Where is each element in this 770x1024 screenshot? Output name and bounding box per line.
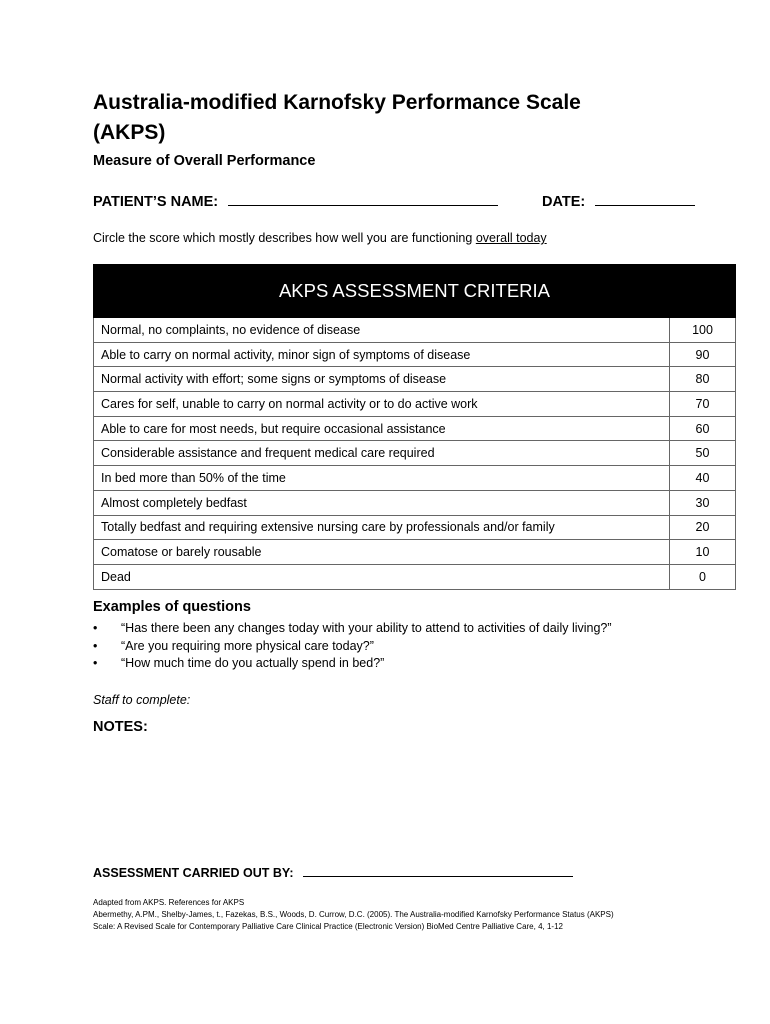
criteria-row[interactable] xyxy=(94,416,736,441)
bullet-icon: • xyxy=(93,621,98,635)
criteria-row[interactable] xyxy=(94,318,736,343)
reference-line: Abermethy, A.PM., Shelby-James, t., Fazekas, B.S., Woods, D. Currow, D.C. (2005). The Australia-modified Karnofsky Performance Status (AKPS) xyxy=(93,910,614,919)
question-text: “How much time do you actually spend in bed?” xyxy=(121,656,385,670)
criteria-heading: AKPS ASSESSMENT CRITERIA xyxy=(94,265,736,318)
criteria-description: Totally bedfast and requiring extensive nursing care by professionals and/or family xyxy=(94,515,670,540)
assessed-by-field[interactable] xyxy=(303,863,573,877)
question-item xyxy=(93,620,612,638)
criteria-row[interactable] xyxy=(94,540,736,565)
criteria-score[interactable]: 0 xyxy=(670,564,736,589)
criteria-row[interactable] xyxy=(94,367,736,392)
reference-line: Adapted from AKPS. References for AKPS xyxy=(93,898,245,907)
date-field[interactable] xyxy=(595,192,695,206)
notes-label: NOTES: xyxy=(93,719,148,735)
criteria-row[interactable] xyxy=(94,441,736,466)
criteria-row[interactable] xyxy=(94,392,736,417)
criteria-description: Normal, no complaints, no evidence of disease xyxy=(94,318,670,343)
assessed-by-label: ASSESSMENT CARRIED OUT BY: xyxy=(93,866,294,880)
questions-list xyxy=(93,620,612,673)
criteria-row[interactable] xyxy=(94,515,736,540)
assessed-by-row xyxy=(93,863,573,880)
page-subtitle: Measure of Overall Performance xyxy=(93,153,316,169)
criteria-score[interactable]: 50 xyxy=(670,441,736,466)
staff-label: Staff to complete: xyxy=(93,693,191,707)
criteria-body xyxy=(94,318,736,590)
criteria-description: Almost completely bedfast xyxy=(94,490,670,515)
criteria-row[interactable] xyxy=(94,342,736,367)
patient-name-field[interactable] xyxy=(228,192,498,206)
criteria-score[interactable]: 80 xyxy=(670,367,736,392)
criteria-description: Dead xyxy=(94,564,670,589)
patient-name-row xyxy=(93,192,498,210)
criteria-description: Comatose or barely rousable xyxy=(94,540,670,565)
criteria-description: Considerable assistance and frequent medical care required xyxy=(94,441,670,466)
reference-line: Scale: A Revised Scale for Contemporary Palliative Care Clinical Practice (Electronic Version) BioMed Centre Palliative Care, 4, 1-12 xyxy=(93,922,563,931)
question-text: “Has there been any changes today with your ability to attend to activities of daily living?” xyxy=(121,621,612,635)
criteria-score[interactable]: 30 xyxy=(670,490,736,515)
instruction-prefix: Circle the score which mostly describes how well you are functioning xyxy=(93,231,476,245)
question-text: “Are you requiring more physical care today?” xyxy=(121,638,374,653)
criteria-score[interactable]: 100 xyxy=(670,318,736,343)
criteria-score[interactable]: 90 xyxy=(670,342,736,367)
bullet-icon: • xyxy=(93,656,98,670)
criteria-description: Able to care for most needs, but require occasional assistance xyxy=(94,416,670,441)
criteria-description: In bed more than 50% of the time xyxy=(94,466,670,491)
page-title: Australia-modified Karnofsky Performance Scale (AKPS) xyxy=(93,91,581,144)
criteria-table xyxy=(93,264,736,590)
criteria-row[interactable] xyxy=(94,564,736,589)
examples-title: Examples of questions xyxy=(93,599,251,615)
criteria-score[interactable]: 60 xyxy=(670,416,736,441)
patient-name-label: PATIENT’S NAME: xyxy=(93,194,219,210)
instruction-emphasis: overall today xyxy=(475,231,547,245)
date-row xyxy=(542,192,695,210)
criteria-description: Normal activity with effort; some signs or symptoms of disease xyxy=(94,367,670,392)
references xyxy=(93,897,733,933)
question-item xyxy=(93,638,612,656)
criteria-score[interactable]: 20 xyxy=(670,515,736,540)
criteria-score[interactable]: 40 xyxy=(670,466,736,491)
instruction-text xyxy=(93,231,547,245)
criteria-description: Cares for self, unable to carry on normal activity or to do active work xyxy=(94,392,670,417)
bullet-icon: • xyxy=(93,638,98,653)
criteria-description: Able to carry on normal activity, minor sign of symptoms of disease xyxy=(94,342,670,367)
criteria-score[interactable]: 10 xyxy=(670,540,736,565)
criteria-row[interactable] xyxy=(94,490,736,515)
criteria-score[interactable]: 70 xyxy=(670,392,736,417)
criteria-row[interactable] xyxy=(94,466,736,491)
date-label: DATE: xyxy=(542,194,586,210)
question-item xyxy=(93,655,612,673)
